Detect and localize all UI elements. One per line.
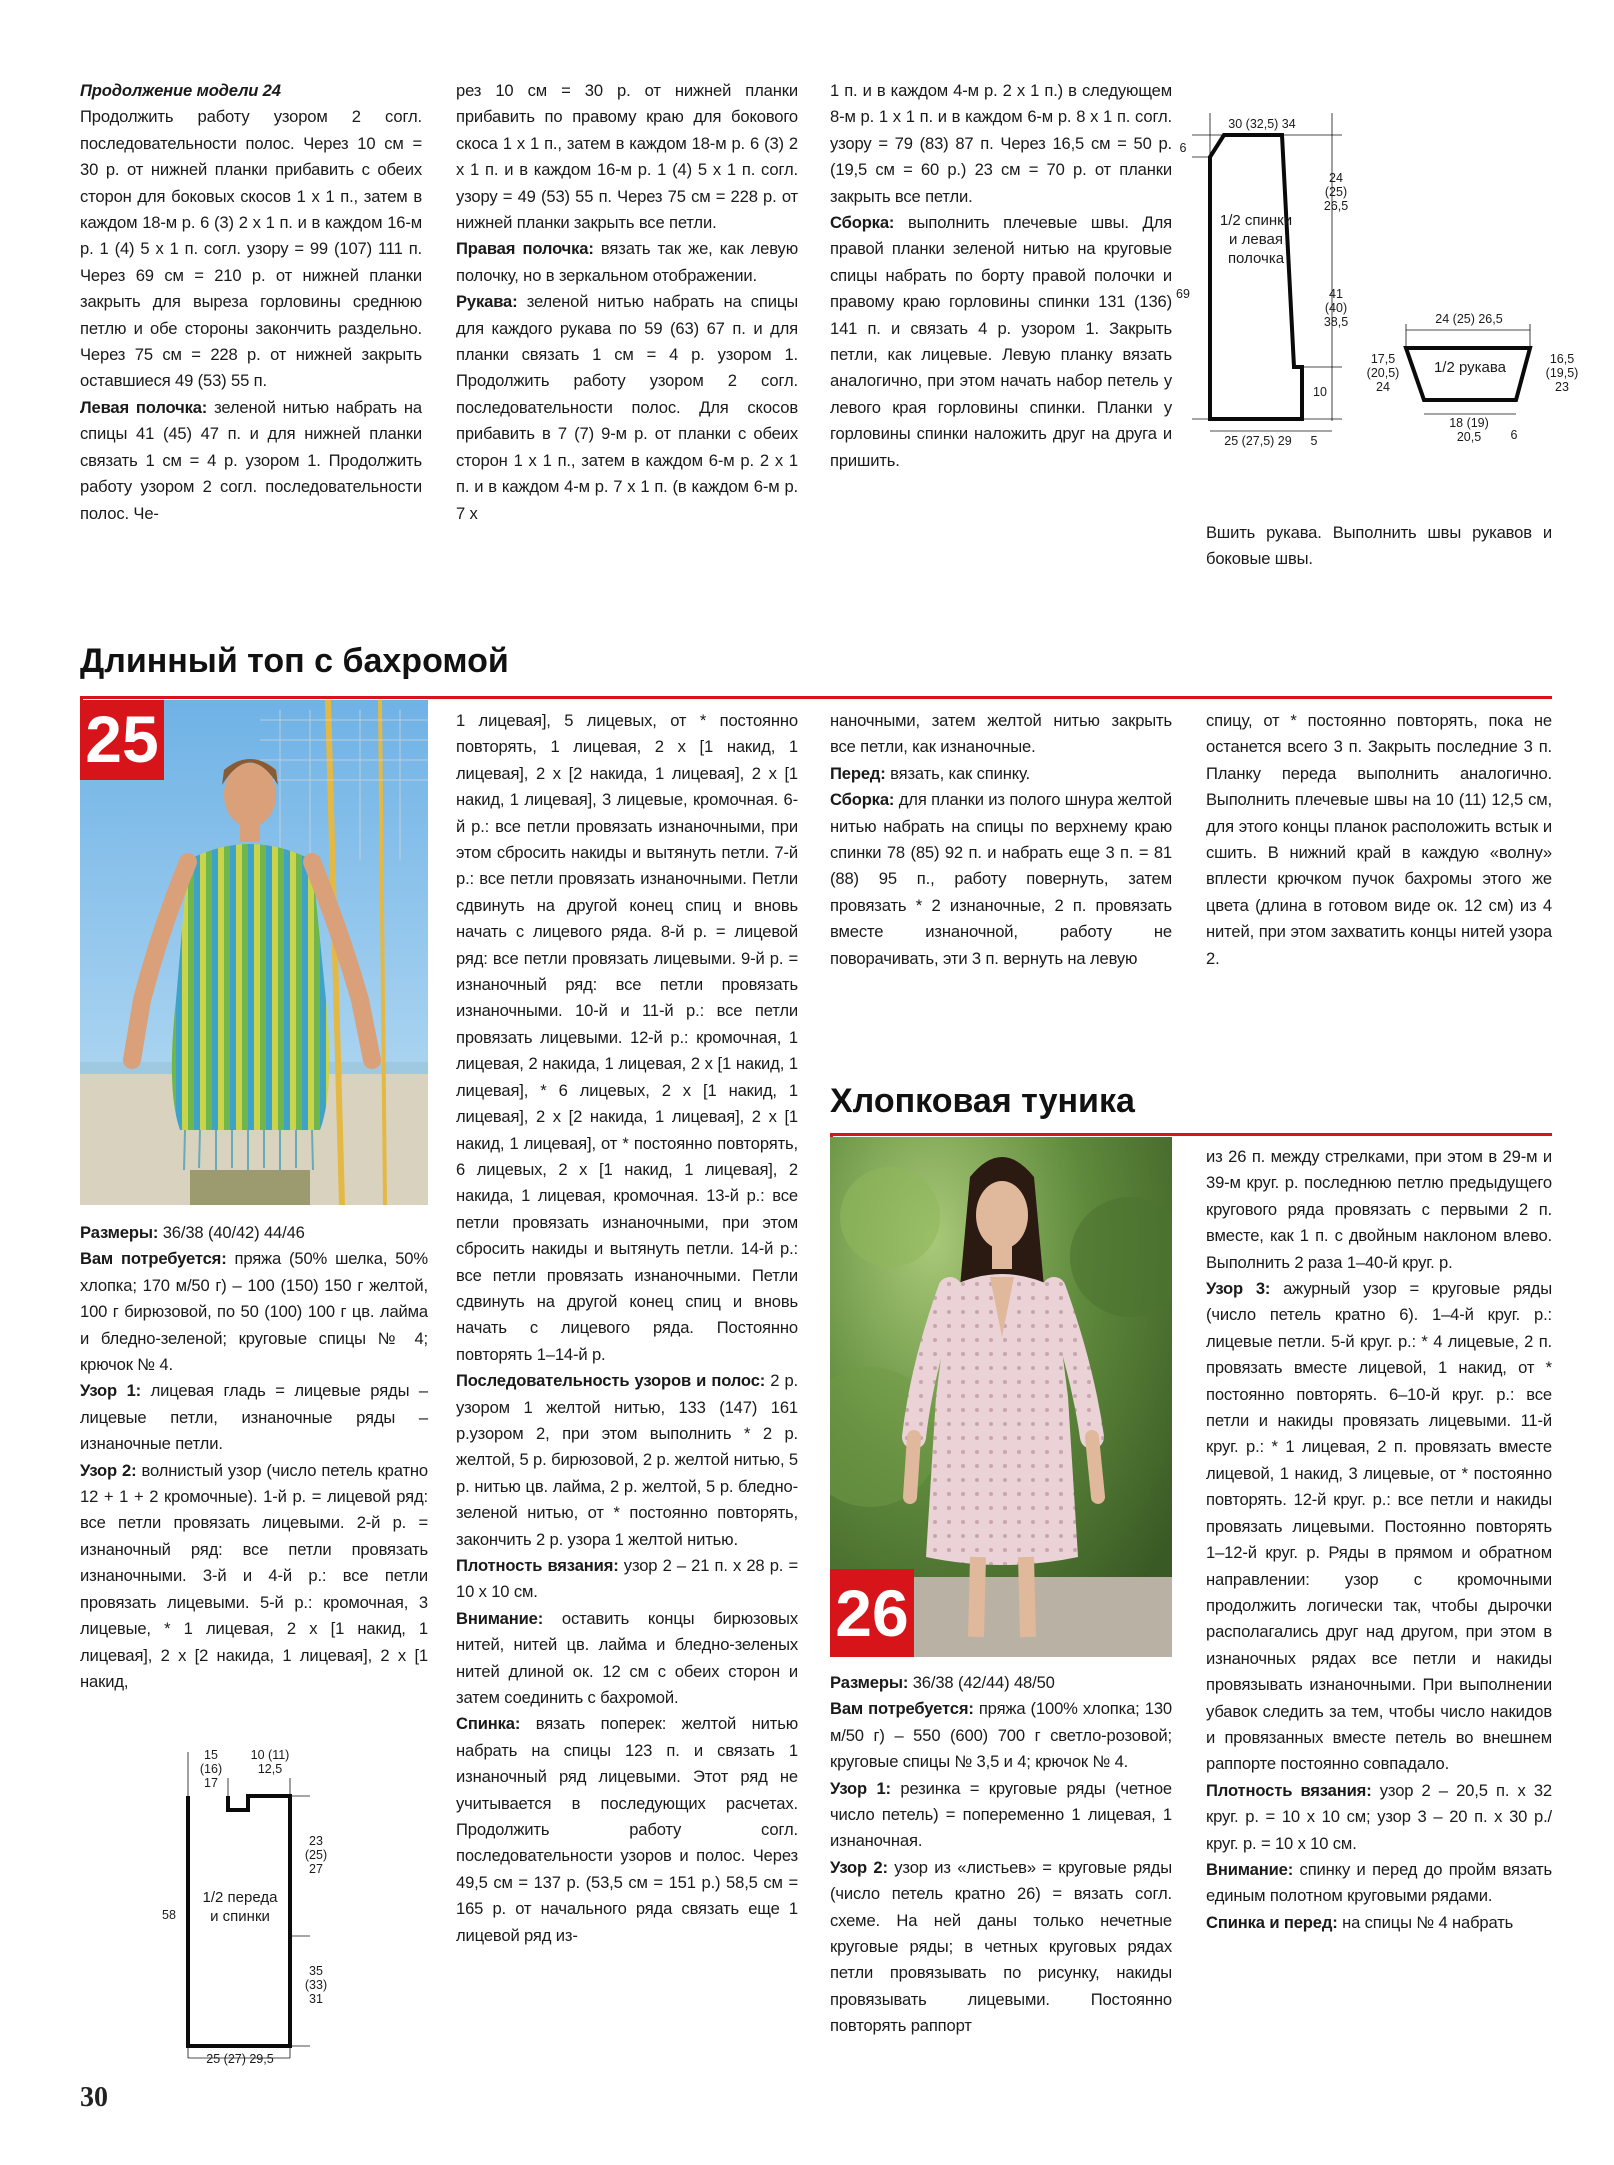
paragraph	[1206, 1276, 1552, 1778]
paragraph-lead: Узор 2:	[80, 1460, 137, 1480]
text-flow	[1206, 708, 1552, 972]
paragraph-text: из 26 п. между стрелками, при этом в 29-м и 39-м круг. р. последнюю петлю предыдущего кругового ряда провязать с первыми 2 п. вместе, как 1 п. с двойным наклоном влево. Выполнить 2 раза 1–40-й круг. р.	[1206, 1147, 1552, 1272]
paragraph	[830, 1776, 1172, 1855]
paragraph-text: лицевая гладь = лицевые ряды – лицевые петли, изнаночные ряды – изнаночные петли.	[80, 1381, 428, 1454]
paragraph-text: пряжа (50% шелка, 50% хлопка; 170 м/50 г) – 100 (150) 150 г желтой, 100 г бирюзовой, по 50 (100) 100 г цв. лайма и бледно-зеленой; круговые спицы № 4; крючок № 4.	[80, 1249, 428, 1375]
schema-back-right-bottom: 10	[1313, 385, 1327, 399]
paragraph-lead: Вам потребуется:	[80, 1249, 227, 1269]
model26-col-4	[1206, 1144, 1552, 1936]
paragraph-lead: Узор 3:	[1206, 1279, 1271, 1299]
paragraph	[1206, 1857, 1552, 1910]
model25-title: Длинный топ с бахромой	[80, 642, 509, 680]
paragraph	[1206, 1778, 1552, 1857]
paragraph-text: 1 п. и в каждом 4-м р. 2 х 1 п.) в следующем 8-м р. 1 х 1 п. и в каждом 6-м р. 8 х 1 п. согл. узору = 79 (83) 87 п. Через 16,5 см = 50 р. (19,5 см = 60 р.) 23 см = 70 р. от планки закрыть все петли.	[830, 81, 1172, 206]
paragraph	[1206, 1144, 1552, 1276]
paragraph-text: узор из «листьев» = круговые ряды (число петель кратно 26) = вязать согл. схеме. На ней даны только нечетные круговые ряды; в четных круговых рядах петли провязывать по рисунку, накиды провязывать лицевыми. Постоянно повторять раппорт	[830, 1857, 1172, 2036]
text-flow	[80, 104, 422, 527]
model26-badge: 26	[830, 1569, 914, 1657]
model25-badge: 25	[80, 700, 164, 780]
schema-sleeve-bottom-right: 6	[1510, 428, 1518, 442]
paragraph-text: рез 10 см = 30 р. от нижней планки прибавить по правому краю для бокового скоса 1 х 1 п., затем в каждом 18-м р. 6 (3) 2 х 1 п. и в каждом 16-м р. 1 (4) 5 х 1 п. согл. узору = 49 (53) 55 п. Через 75 см = 228 р. от нижней планки закрыть все петли.	[456, 81, 798, 233]
paragraph	[1206, 520, 1552, 573]
paragraph	[80, 1378, 428, 1457]
model25-schema	[140, 1748, 350, 2068]
paragraph-text: пряжа (100% хлопка; 130 м/50 г) – 550 (600) 700 г светло-розовой; круговые спицы № 3,5 и 4; крючок № 4.	[830, 1699, 1172, 1772]
paragraph	[830, 1696, 1172, 1775]
paragraph	[456, 236, 798, 289]
schema-back-left-height: 69	[1176, 287, 1190, 301]
paragraph	[456, 1606, 798, 1712]
paragraph-text: ажурный узор = круговые ряды (число петель кратно 6). 1–4-й круг. р.: лицевые петли. 5-й круг. р.: * 4 лицевые, 2 п. провязать вместе лицевой, 1 накид, от * постоянно повторять. 6–10-й круг. р.: все петли и накиды провязать лицевыми. 11-й круг. р.: * 1 лицевая, 2 п. провязать вместе лицевой, 1 накид, 3 лицевые, от * постоянно повторять. 12-й круг. р.: все петли и накиды провязать лицевыми. Постоянно повторять 1–12-й круг. р. Ряды в прямом и обратном направлении: узор с кромочными продолжить логически так, чтобы дырочки располагались друг над другом, при этом в изнаночных рядах все петли и накиды провязывать изнаночными. При выполнении убавок следить за тем, чтобы число накидов и провязанных вместе петель во внешнем раппорте постоянно совпадало.	[1206, 1279, 1552, 1774]
schema-back-left-top: 6	[1179, 141, 1187, 155]
continuation-col-3	[830, 78, 1172, 474]
paragraph-text: вязать поперек: желтой нитью набрать на спицы 123 п. и связать 1 изнаночный ряд лицевыми. Этот ряд не учитывается в последующих расчетах. Продолжить работу согл. последовательности узоров и полос. Через 49,5 см = 137 р. (53,5 см = 151 р.) 58,5 см = 165 р. от начального ряда связать еще 1 лицевой ряд из-	[456, 1714, 798, 1945]
paragraph-lead: Рукава:	[456, 292, 518, 312]
model26-col-3	[830, 1670, 1172, 2040]
paragraph-lead: Внимание:	[456, 1608, 544, 1628]
paragraph-lead: Правая полочка:	[456, 239, 594, 259]
paragraph	[830, 708, 1172, 761]
paragraph	[80, 1458, 428, 1696]
model25-schema-top-right: 10 (11) 12,5	[250, 1748, 290, 1776]
paragraph	[1206, 708, 1552, 972]
model26-title-rule	[830, 1133, 1552, 1136]
paragraph	[830, 787, 1172, 972]
paragraph-text: на спицы № 4 набрать	[1337, 1912, 1514, 1932]
paragraph-text: узор 2 – 21 п. х 28 р. = 10 х 10 см.	[456, 1556, 798, 1602]
schema-back-right-top: 24 (25) 26,5	[1323, 171, 1349, 213]
paragraph	[456, 78, 798, 236]
model25-col-4	[1206, 708, 1552, 972]
paragraph-lead: Левая полочка:	[80, 397, 208, 417]
paragraph-text: спинку и перед до пройм вязать единым полотном круговыми рядами.	[1206, 1859, 1552, 1906]
paragraph-lead: Плотность вязания:	[1206, 1780, 1372, 1800]
text-flow	[80, 1220, 428, 1695]
paragraph-text: спицу, от * постоянно повторять, пока не останется всего 3 п. Закрыть последние 3 п. Планку переда выполнить аналогично. Выполнить плечевые швы на 10 (11) 12,5 см, для этого концы планок расположить встык и сшить. В нижний край в каждую «волну» вплести крючком пучок бахромы этого же цвета (длина в готовом виде ок. 12 см) из 4 нитей, при этом захватить концы нитей узора 2.	[1206, 711, 1552, 968]
schema-sleeve-bottom-label: 18 (19) 20,5	[1449, 416, 1489, 444]
text-flow	[1206, 520, 1552, 573]
paragraph-text: зеленой нитью набрать на спицы для каждого рукава по 59 (63) 67 п. и для планки связать 1 см = 4 р. узором 1. Продолжить работу узором 2 согл. последовательности полос. Для скосов прибавить в 7 (7) 9-м р. от планки с обеих сторон 1 х 1 п., затем в каждом 6-м р. 2 х 1 п. и в каждом 4-м р. 7 х 1 п. (в каждом 6-м р. 7 х	[456, 292, 798, 523]
paragraph-text: резинка = круговые ряды (четное число петель) = попеременно 1 лицевая, 1 изнаночная.	[830, 1778, 1173, 1851]
schema-sleeve-inner: 1/2 рукава	[1433, 359, 1507, 376]
paragraph-lead: Узор 1:	[830, 1778, 891, 1798]
schema-back-drawing	[1172, 105, 1352, 455]
schema-back-bottom-label: 25 (27,5) 29	[1224, 434, 1292, 448]
paragraph-text: наночными, затем желтой нитью закрыть все петли, как изнаночные.	[830, 711, 1172, 757]
paragraph-text: зеленой нитью набрать на спицы 41 (45) 47 п. и для нижней планки связать 1 см = 4 р. узором 1. Продолжить работу узором 2 согл. последовательности полос. Че-	[80, 397, 422, 523]
paragraph-lead: Сборка:	[830, 213, 895, 233]
paragraph	[80, 104, 422, 394]
paragraph-text: вязать, как спинку.	[885, 763, 1030, 783]
paragraph-lead: Узор 2:	[830, 1857, 888, 1877]
model25-schema-right-top: 23 (25) 27	[304, 1834, 328, 1876]
paragraph-text: 2 р. узором 1 желтой нитью, 133 (147) 161 р.узором 2, при этом выполнить * 2 р. желтой, 5 р. бирюзовой, 2 р. желтой нитью, 5 р. нитью цв. лайма, 2 р. желтой, 5 р. бледно-зеленой нитью, от * постоянно повторять, закончить 2 р. узора 1 желтой нитью.	[456, 1371, 798, 1549]
paragraph-text: для планки из полого шнура желтой нитью набрать на спицы по верхнему краю спинки 78 (85) 92 п. и набрать еще 3 п. = 81 (88) 95 п., работу повернуть, затем провязать * 2 изнаночные, 2 п. провязать вместе изнаночной, работу не поворачивать, эти 3 п. вернуть на левую	[830, 790, 1172, 968]
paragraph-lead: Перед:	[830, 763, 886, 783]
schema-sleeve-right: 16,5 (19,5) 23	[1545, 352, 1579, 394]
paragraph-lead: Спинка и перед:	[1206, 1912, 1338, 1932]
page-number: 30	[80, 2082, 108, 2113]
paragraph	[830, 1855, 1172, 2040]
text-flow	[1206, 1144, 1552, 1936]
paragraph-lead: Размеры:	[80, 1223, 159, 1242]
model25-schema-left-height: 58	[162, 1908, 176, 1922]
text-flow	[830, 708, 1172, 972]
paragraph	[456, 289, 798, 527]
paragraph-text: 36/38 (42/44) 48/50	[908, 1673, 1055, 1692]
model25-title-rule	[80, 696, 1552, 699]
paragraph-lead: Плотность вязания:	[456, 1556, 619, 1575]
paragraph	[456, 1553, 798, 1606]
model25-col-1	[80, 1220, 428, 1695]
schema-back-bottom-right: 5	[1310, 434, 1318, 448]
model25-col-2	[456, 708, 798, 1949]
paragraph-text: волнистый узор (число петель кратно 12 + 1 + 2 кромочные). 1-й р. = лицевой ряд: все петли провязать лицевыми. 2-й р. = изнаночный ряд: все петли провязать изнаночными. 3-й и 4-й р.: все петли провязать лицевыми. 5-й р.: кромочная, 3 лицевые, * 1 лицевая, 2 х [1 накид, 1 лицевая], 2 х [2 накида, 1 лицевая], 2 х [1 накид,	[80, 1460, 428, 1691]
paragraph-lead: Последовательность узоров и полос:	[456, 1371, 766, 1391]
paragraph	[80, 1220, 428, 1246]
paragraph	[830, 78, 1172, 210]
paragraph-text: оставить концы бирюзовых нитей, нитей цв. лайма и бледно-зеленых нитей длиной ок. 12 см с обеих сторон и затем соединить с бахромой.	[456, 1608, 798, 1708]
paragraph	[456, 1368, 798, 1553]
model26-title: Хлопковая туника	[830, 1082, 1135, 1120]
model25-schema-right-bottom: 35 (33) 31	[304, 1964, 328, 2006]
text-flow	[830, 1670, 1172, 2040]
continuation-heading: Продолжение модели 24	[80, 81, 281, 100]
paragraph	[830, 1670, 1172, 1696]
model26-photo	[830, 1137, 1172, 1657]
continuation-col-1	[80, 78, 422, 527]
paragraph-text: выполнить плечевые швы. Для правой планки зеленой нитью на круговые спицы набрать по борту правой полочки и правому краю горловины спинки 131 (136) 141 п. и связать 4 р. узором 1. Закрыть петли, как лицевые. Левую планку вязать аналогично, при этом начать набор петель у левого края горловины спинки. Планки у горловины спинки наложить друг на друга и пришить.	[830, 213, 1172, 470]
paragraph-text: Вшить рукава. Выполнить швы рукавов и боковые швы.	[1206, 523, 1552, 569]
paragraph	[830, 761, 1172, 787]
model25-photo	[80, 700, 428, 1205]
paragraph	[80, 1246, 428, 1378]
schema-back-inner: 1/2 спинки и левая полочка	[1219, 212, 1293, 267]
paragraph-lead: Узор 1:	[80, 1381, 142, 1401]
schema-back-top-label: 30 (32,5) 34	[1228, 117, 1296, 131]
model25-col-3	[830, 708, 1172, 972]
schema-sleeve	[1366, 310, 1594, 460]
model25-schema-top-left: 15 (16) 17	[199, 1748, 223, 1790]
paragraph-lead: Размеры:	[830, 1673, 909, 1692]
schema-back-left-front	[1172, 105, 1352, 455]
paragraph	[456, 1711, 798, 1949]
paragraph-text: 36/38 (40/42) 44/46	[158, 1223, 305, 1242]
text-flow	[456, 78, 798, 527]
text-flow	[456, 708, 798, 1949]
paragraph-text: Продолжить работу узором 2 согл. последовательности полос. Через 10 см = 30 р. от нижней планки прибавить с обеих сторон для боковых скосов 1 х 1 п., затем в каждом 18-м р. 6 (3) 2 х 1 п. и в каждом 16-м р. 1 (4) 5 х 1 п. согл. узору = 99 (107) 111 п. Через 69 см = 210 р. от нижней планки закрыть для выреза горловины среднюю петлю и обе стороны закончить раздельно. Через 75 см = 228 р. от нижней закрыть оставшиеся 49 (53) 55 п.	[80, 107, 422, 391]
continuation-col-4	[1206, 520, 1552, 573]
paragraph	[456, 708, 798, 1368]
paragraph-lead: Сборка:	[830, 790, 895, 810]
paragraph	[80, 395, 422, 527]
schema-sleeve-top-label: 24 (25) 26,5	[1435, 312, 1503, 326]
paragraph	[830, 210, 1172, 474]
paragraph-lead: Спинка:	[456, 1714, 521, 1734]
text-flow	[830, 78, 1172, 474]
paragraph-lead: Внимание:	[1206, 1859, 1294, 1879]
paragraph-text: вязать так же, как левую полочку, но в зеркальном отображении.	[456, 239, 798, 285]
model25-schema-inner: 1/2 переда и спинки	[202, 1889, 278, 1925]
continuation-col-2	[456, 78, 798, 527]
paragraph-text: 1 лицевая], 5 лицевых, от * постоянно повторять, 1 лицевая, 2 х [1 накид, 1 лицевая], 2 х [2 накида, 1 лицевая], 2 х [1 накид, 1 лицевая], 3 лицевые, кромочная. 6-й р.: все петли провязать изнаночными, при этом сбросить накиды и вытянуть петли. 7-й р.: все петли провязать изнаночными. Петли сдвинуть на другой конец спиц и вновь начать с лицевого ряда. 8-й р. = лицевой ряд: все петли провязать лицевыми. 9-й р. = изнаночный ряд: все петли провязать изнаночными. 10-й и 11-й р.: все петли провязать лицевыми. 12-й р.: кромочная, 1 лицевая, 2 накида, 1 лицевая, 2 х [1 накид, 1 лицевая], * 6 лицевых, 2 х [1 накид, 1 лицевая], 2 х [2 накида, 1 лицевая], 2 х [1 накид, 1 лицевая], от * постоянно повторять, 6 лицевых, 2 х [1 накид, 1 лицевая], 2 накида, 1 лицевая, кромочная. 13-й р.: все петли провязать изнаночными, при этом сбросить накиды и вытянуть петли. 14-й р.: все петли провязать изнаночными. Петли сдвинуть на другой конец спиц и вновь начать с лицевого ряда. Постоянно повторять 1–14-й р.	[456, 711, 798, 1364]
paragraph	[1206, 1910, 1552, 1936]
paragraph-lead: Вам потребуется:	[830, 1699, 974, 1719]
schema-sleeve-left: 17,5 (20,5) 24	[1366, 352, 1400, 394]
schema-back-right-mid: 41 (40) 38,5	[1323, 287, 1349, 329]
model25-schema-bottom-label: 25 (27) 29,5	[206, 2052, 274, 2066]
paragraph-text: узор 2 – 20,5 п. х 32 круг. р. = 10 х 10 см; узор 3 – 20 п. х 30 р./круг. р. = 10 х 10 см.	[1206, 1780, 1552, 1853]
